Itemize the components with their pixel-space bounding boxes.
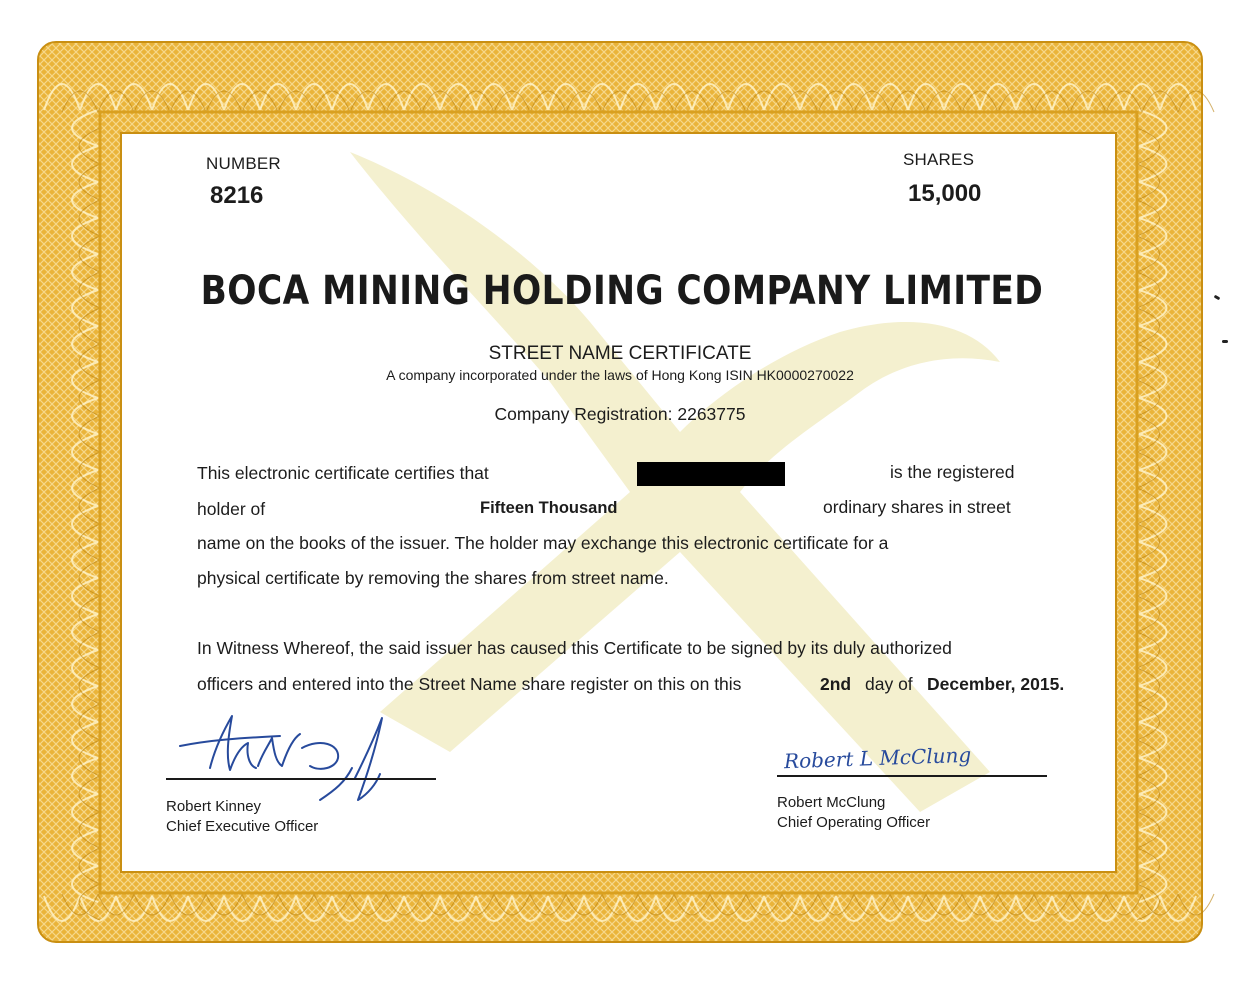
certificate-title: STREET NAME CERTIFICATE [488,343,752,364]
day-of-text: day of [865,674,913,694]
certify-text: This electronic certificate certifies that [197,463,489,483]
ceo-title: Chief Executive Officer [166,818,319,835]
witness-line-1: In Witness Whereof, the said issuer has caused this Certificate to be signed by its duly authorized [197,638,952,658]
number-label: NUMBER [206,154,281,173]
ordinary-shares-text: ordinary shares in street [823,497,1011,517]
shares-count: 15,000 [908,180,982,207]
coo-title: Chief Operating Officer [777,814,931,831]
coo-signature: Robert L McClung [783,742,972,774]
incorporation-note: A company incorporated under the laws of Hong Kong ISIN HK0000270022 [386,367,854,383]
coo-signature-line [777,775,1047,777]
company-name: BOCA MINING HOLDING COMPANY LIMITED [200,268,1044,314]
body-line-3: name on the books of the issuer. The holder may exchange this electronic certificate for a [197,533,889,553]
issue-day: 2nd [820,674,852,694]
certificate-number: 8216 [210,182,264,209]
scan-speck [1222,340,1228,343]
holder-name-redaction [637,462,785,486]
ceo-name: Robert Kinney [166,798,262,815]
ceo-signature-line [166,778,436,780]
shares-label: SHARES [903,150,975,169]
registration-number: Company Registration: 2263775 [494,404,746,424]
registered-text: is the registered [890,462,1015,482]
shares-in-words: Fifteen Thousand [480,499,618,517]
witness-line-2: officers and entered into the Street Name share register on this on this [197,674,742,694]
holder-of-text: holder of [197,499,266,519]
body-line-4: physical certificate by removing the shares from street name. [197,568,669,588]
coo-name: Robert McClung [777,794,886,811]
issue-month-year: December, 2015. [927,674,1065,694]
ceo-signature [170,708,410,808]
